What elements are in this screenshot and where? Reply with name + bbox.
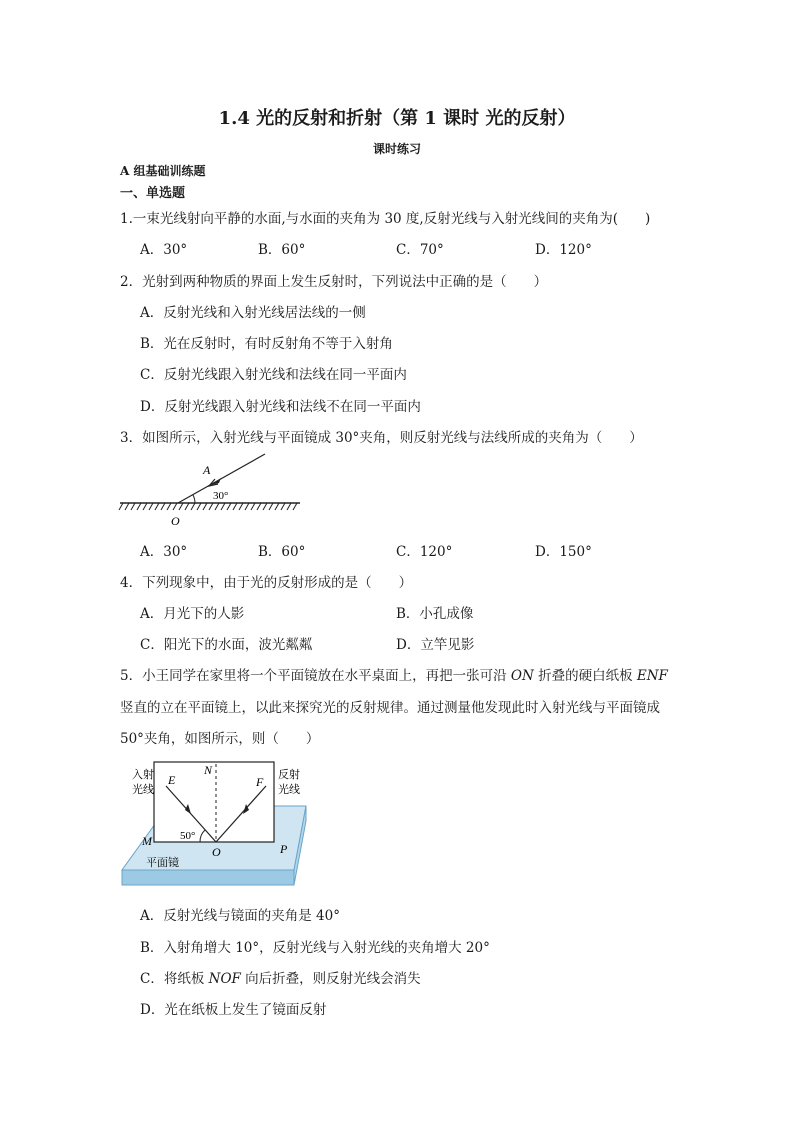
q5-line1-part1: 5．小王同学在家里将一个平面镜放在水平桌面上，再把一张可沿 <box>120 668 511 684</box>
q5-reflected-label-2: 光线 <box>278 784 300 796</box>
q5-option-c-part2: 向后折叠，则反射光线会消失 <box>240 971 421 987</box>
q3-angle-label: 30° <box>213 490 229 502</box>
q5-mirror-label: 平面镜 <box>146 857 179 869</box>
page-title: 1.4 光的反射和折射（第 1 课时 光的反射） <box>218 108 576 129</box>
q4-option-a: A．月光下的人影 <box>140 606 245 622</box>
section-heading: 一、单选题 <box>120 186 186 201</box>
q1-option-a: A．30° <box>140 242 188 258</box>
q4-option-d: D．立竿见影 <box>396 637 475 653</box>
q2-option-b: B．光在反射时，有时反射角不等于入射角 <box>140 336 393 352</box>
q1-option-d: D．120° <box>535 242 592 258</box>
q5-incident-label-1: 入射 <box>132 769 154 781</box>
q5-option-a: A．反射光线与镜面的夹角是 40° <box>140 908 340 924</box>
question-5-stem-line1 <box>120 664 668 684</box>
q5-label-o: O <box>212 845 221 859</box>
q5-angle-label: 50° <box>180 830 196 842</box>
q4-option-c: C．阳光下的水面，波光粼粼 <box>140 637 313 653</box>
q4-option-b: B．小孔成像 <box>396 606 474 622</box>
question-1-stem: 1.一束光线射向平静的水面,与水面的夹角为 30 度,反射光线与入射光线间的夹角为( ) <box>120 211 651 227</box>
q5-label-e: E <box>168 773 176 787</box>
q5-label-f: F <box>256 775 264 789</box>
q5-incident-label-2: 光线 <box>132 784 154 796</box>
q2-option-a: A．反射光线和入射光线居法线的一侧 <box>140 305 366 321</box>
question-5-stem-line3: 50°夹角，如图所示，则（ ） <box>120 731 320 747</box>
q2-option-c: C．反射光线跟入射光线和法线在同一平面内 <box>140 367 407 383</box>
question-2-stem: 2．光射到两种物质的界面上发生反射时，下列说法中正确的是（ ） <box>120 274 548 290</box>
q3-option-c: C．120° <box>396 544 453 560</box>
q5-option-d: D．光在纸板上发生了镜面反射 <box>140 1002 327 1018</box>
page-subtitle: 课时练习 <box>372 142 421 156</box>
question-5-stem-line2: 竖直的立在平面镜上，以此来探究光的反射规律。通过测量他发现此时入射光线与平面镜成 <box>120 700 660 716</box>
q3-option-d: D．150° <box>535 544 592 560</box>
q5-option-c-part1: C．将纸板 <box>140 971 209 987</box>
q5-option-b: B．入射角增大 10°，反射光线与入射光线的夹角增大 20° <box>140 940 490 956</box>
q5-option-c <box>140 967 421 987</box>
q5-option-c-nof: NOF <box>208 971 241 987</box>
q5-figure <box>118 758 318 890</box>
q3-option-b: B．60° <box>258 544 306 560</box>
q2-option-d: D．反射光线跟入射光线和法线不在同一平面内 <box>140 399 421 415</box>
q3-option-a: A．30° <box>140 544 188 560</box>
q3-figure <box>115 450 305 532</box>
question-3-stem: 3．如图所示，入射光线与平面镜成 30°夹角，则反射光线与法线所成的夹角为（ ） <box>120 430 643 446</box>
q1-option-b: B．60° <box>258 242 306 258</box>
q5-line1-on: ON <box>510 668 534 684</box>
q3-label-o: O <box>171 514 180 528</box>
group-heading: A 组基础训练题 <box>120 164 206 178</box>
q5-line1-enf: ENF <box>636 668 668 684</box>
q5-label-p: P <box>280 842 288 856</box>
q3-label-a: A <box>203 463 211 477</box>
q5-label-n: N <box>204 763 213 777</box>
q5-line1-part2: 折叠的硬白纸板 <box>533 668 637 684</box>
q1-option-c: C．70° <box>396 242 444 258</box>
q5-label-m: M <box>142 834 152 848</box>
q5-reflected-label-1: 反射 <box>278 769 300 781</box>
question-4-stem: 4．下列现象中，由于光的反射形成的是（ ） <box>120 575 413 591</box>
